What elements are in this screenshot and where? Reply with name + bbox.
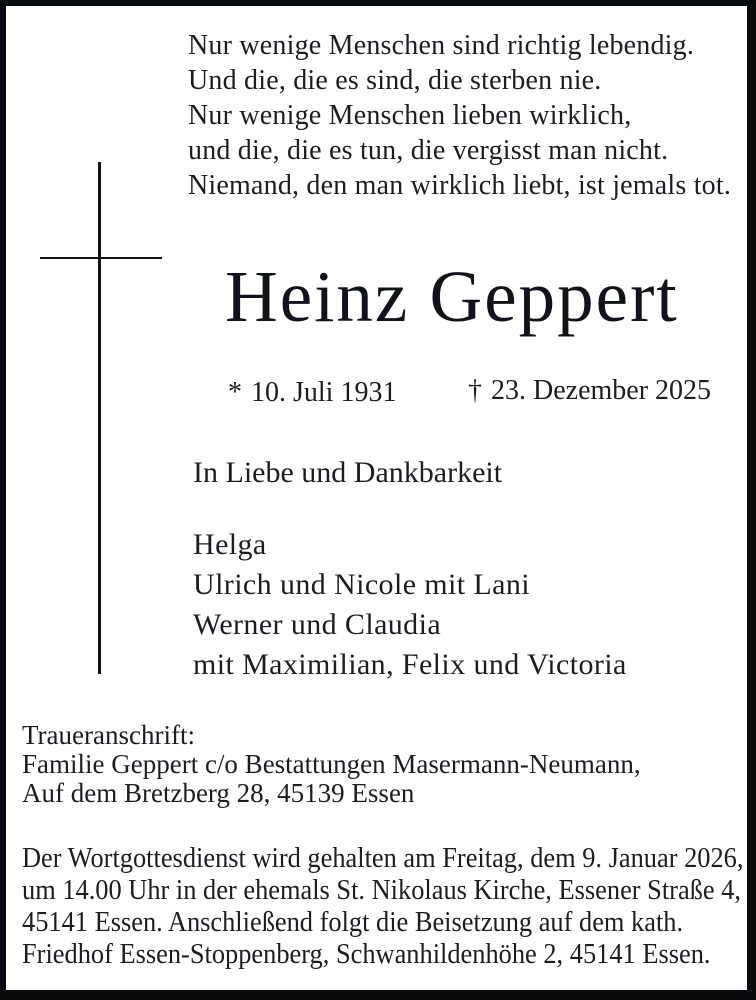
death-date [468,373,711,408]
tribute-line: In Liebe und Dankbarkeit [193,456,503,489]
service-line: Der Wortgottesdienst wird gehalten am Freitag, dem 9. Januar 2026, [22,842,744,874]
birth-date-text: 10. Juli 1931 [251,377,397,408]
cross-vertical-bar [98,162,101,674]
poem-line: Und die, die es sind, die sterben nie. [188,65,602,96]
mourning-address-line: Familie Geppert c/o Bestattungen Masermann-Neumann, [22,749,641,779]
birth-star-symbol: * [228,377,242,408]
service-line: um 14.00 Uhr in der ehemals St. Nikolaus Kirche, Essener Straße 4, [22,874,741,906]
birth-date [228,375,396,410]
scan-border-bottom [0,990,756,1000]
memorial-poem [188,28,731,203]
mourners-list [193,525,627,685]
death-dagger-symbol: † [468,375,482,406]
mourner-line: Helga [193,528,267,561]
service-line: Friedhof Essen-Stoppenberg, Schwanhildenhöhe 2, 45141 Essen. [22,938,711,970]
mourner-line: Ulrich und Nicole mit Lani [193,568,530,601]
poem-line: Nur wenige Menschen sind richtig lebendig. [188,30,695,61]
service-announcement [22,842,756,970]
mourner-line: mit Maximilian, Felix und Victoria [193,648,627,681]
deceased-name: Heinz Geppert [225,256,679,337]
mourning-address-line: Auf dem Bretzberg 28, 45139 Essen [22,778,415,808]
mourner-line: Werner und Claudia [193,608,442,641]
scan-border-top [0,0,756,6]
poem-line: Niemand, den man wirklich liebt, ist jemals tot. [188,170,732,201]
scan-border-left [0,0,6,1000]
cross-horizontal-bar [40,257,162,260]
mourning-address-block [22,721,641,808]
poem-line: Nur wenige Menschen lieben wirklich, [188,100,632,131]
service-line: 45141 Essen. Anschließend folgt die Beisetzung auf dem kath. [22,906,684,938]
mourning-address-label: Traueranschrift: [22,720,195,750]
poem-line: und die, die es tun, die vergisst man nicht. [188,135,669,166]
death-date-text: 23. Dezember 2025 [491,375,712,406]
